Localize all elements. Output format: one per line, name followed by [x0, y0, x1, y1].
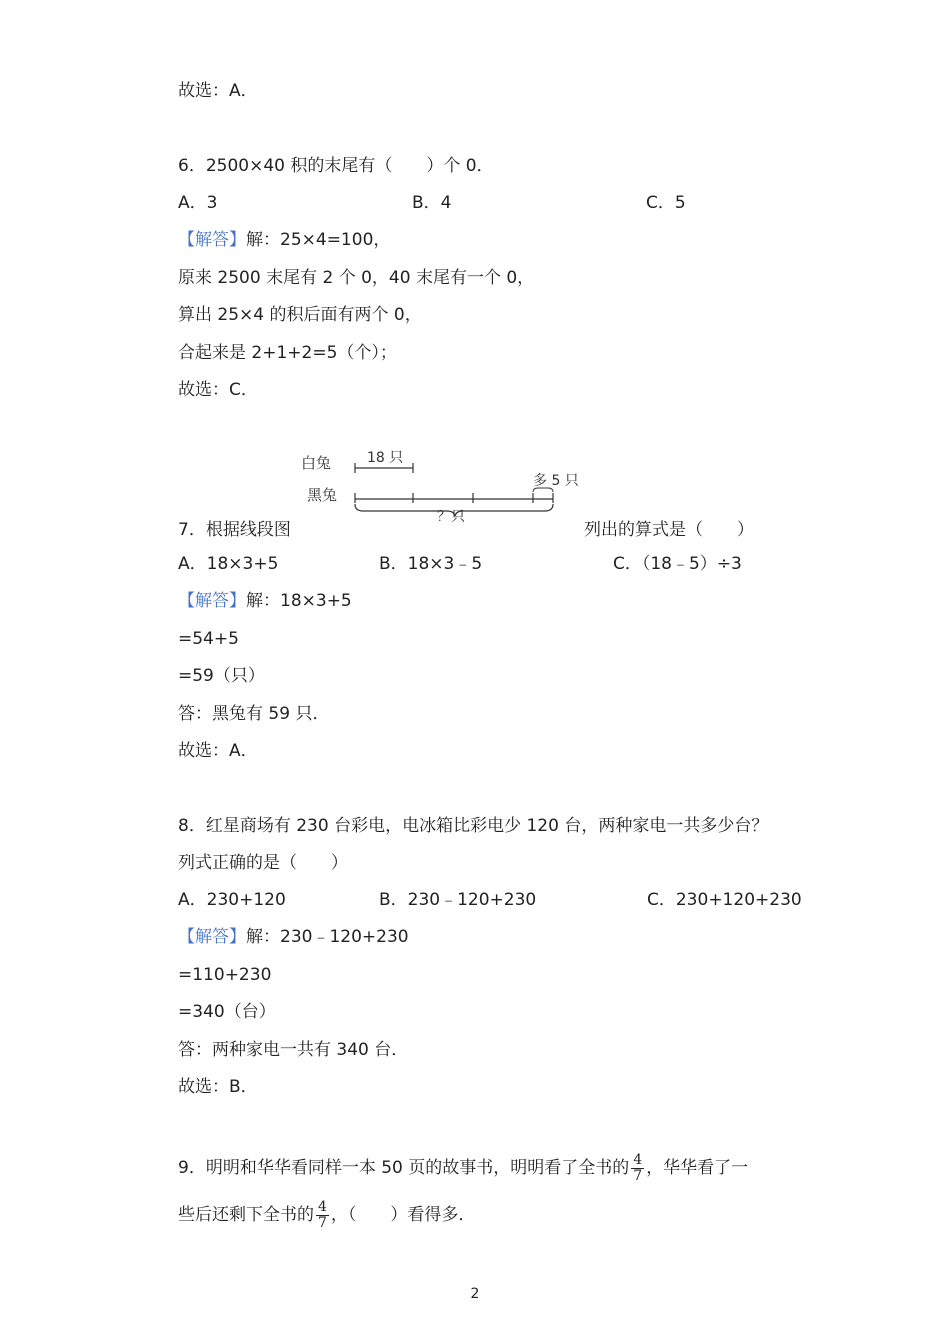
- q8-solution-line-5: 故选：B．: [178, 1077, 258, 1097]
- q5-answer: 故选：A．: [178, 81, 258, 101]
- q6-answer-tag: 【解答】: [178, 230, 246, 250]
- q8-solution-line-1: 【解答】解：230﹣120+230: [178, 927, 409, 947]
- q8-solution-line-3: =340（台）: [178, 1002, 276, 1022]
- q8-stem-line-1: 8．红星商场有 230 台彩电，电冰箱比彩电少 120 台，两种家电一共多少台？: [178, 816, 769, 836]
- q6-solution-line-2: 原来 2500 末尾有 2 个 0，40 末尾有一个 0，: [178, 268, 535, 288]
- q8-option-b: B．230﹣120+230: [379, 890, 537, 910]
- q7-solution-line-5: 故选：A．: [178, 741, 258, 761]
- q7-solution-line-4: 答：黑兔有 59 只．: [178, 704, 330, 724]
- q6-option-c: C．5: [646, 193, 686, 213]
- q7-option-c: C．（18﹣5）÷3: [613, 554, 742, 574]
- q7-option-a: A．18×3+5: [178, 554, 279, 574]
- diagram-white-rabbit-label: 白兔: [301, 454, 332, 472]
- diagram-total-label: ？只: [437, 509, 465, 524]
- q7-option-b: B．18×3﹣5: [379, 554, 483, 574]
- q9-fraction-2: $\frac{4}{7}$: [318, 1198, 327, 1231]
- q6-solution-line-3: 算出 25×4 的积后面有两个 0，: [178, 305, 422, 325]
- diagram-white-count: 18 只: [367, 450, 404, 466]
- q6-stem: 6．2500×40 积的末尾有（ ）个 0．: [178, 156, 494, 176]
- q8-option-c: C．230+120+230: [647, 890, 802, 910]
- q6-option-b: B．4: [412, 193, 452, 213]
- q7-stem-right: 列出的算式是（ ）: [584, 520, 754, 540]
- q6-option-a: A．3: [178, 193, 218, 213]
- q7-stem-left: 7．根据线段图: [178, 520, 291, 540]
- q7-line-segment-diagram: [295, 444, 615, 524]
- q7-answer-tag: 【解答】: [178, 591, 246, 611]
- q9-fraction-1: $\frac{4}{7}$: [633, 1151, 643, 1184]
- q7-solution-line-1: 【解答】解：18×3+5: [178, 591, 352, 611]
- q8-solution-line-2: =110+230: [178, 965, 272, 985]
- q6-solution-line-5: 故选：C．: [178, 380, 258, 400]
- q9-stem-line-2: 些后还剩下全书的 $\frac{4}{7}$ ，（ ）看得多．: [178, 1198, 476, 1231]
- q8-option-a: A．230+120: [178, 890, 286, 910]
- q7-solution-line-3: =59（只）: [178, 666, 265, 686]
- page-number: 2: [470, 1286, 480, 1302]
- q8-solution-line-4: 答：两种家电一共有 340 台．: [178, 1040, 409, 1060]
- diagram-black-rabbit-label: 黑兔: [307, 486, 338, 504]
- q8-stem-line-2: 列式正确的是（ ）: [178, 853, 348, 873]
- diagram-extra-label: 多 5 只: [533, 473, 579, 489]
- q6-solution-line-1: 【解答】解：25×4=100，: [178, 230, 391, 250]
- q9-stem-line-1: 9．明明和华华看同样一本 50 页的故事书，明明看了全书的 $\frac{4}{7}$ ，华华看了一: [178, 1151, 749, 1184]
- q7-solution-line-2: =54+5: [178, 629, 239, 649]
- q6-solution-line-4: 合起来是 2+1+2=5（个）；: [178, 343, 397, 363]
- q8-answer-tag: 【解答】: [178, 927, 246, 947]
